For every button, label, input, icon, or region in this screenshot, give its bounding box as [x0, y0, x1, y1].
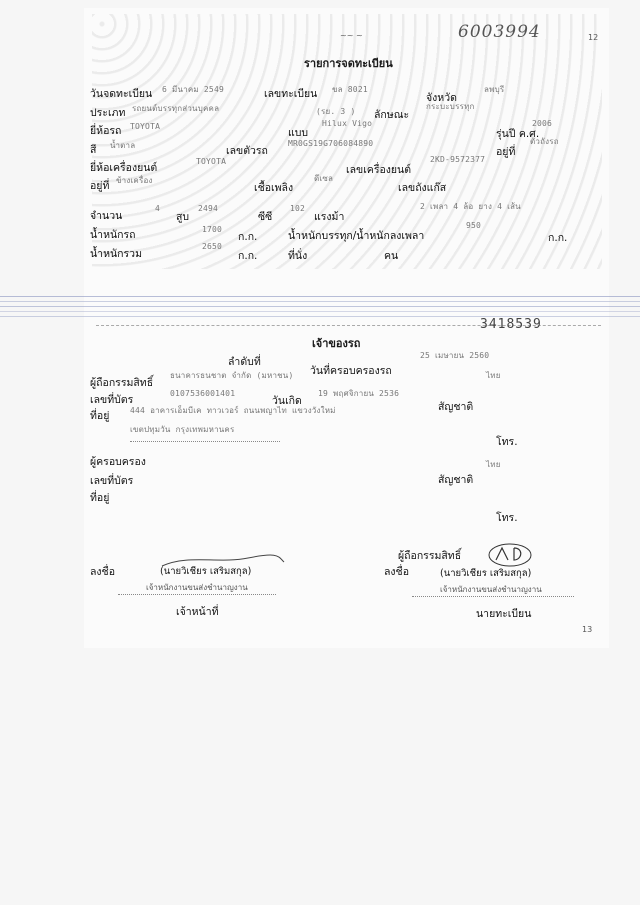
- owner-label: ผู้ถือกรรมสิทธิ์: [90, 377, 154, 389]
- seat-label: ที่นั่ง: [288, 250, 308, 262]
- gas-tank-label: เลขถังแก๊ส: [398, 182, 447, 194]
- registrar-underline: [412, 596, 574, 597]
- owner-sign-role: ผู้ถือกรรมสิทธิ์: [398, 550, 462, 562]
- address-line-2: เขตปทุมวัน กรุงเทพมหานคร: [130, 425, 235, 434]
- year-label: รุ่นปี ค.ศ.: [496, 128, 540, 140]
- holder-tel-label: โทร.: [496, 512, 518, 524]
- scan-line: [0, 306, 640, 307]
- cylinders: 4: [155, 204, 161, 213]
- document-number: 3418539: [480, 317, 542, 332]
- birth-label: วันเกิด: [272, 395, 302, 407]
- chassis-label: เลขตัวรถ: [226, 145, 268, 157]
- engine-no: 2KD-9572377: [430, 155, 486, 164]
- owner-nation-value: ไทย: [486, 371, 501, 380]
- cylinder-unit: สูบ: [176, 211, 190, 223]
- seat-unit: คน: [384, 250, 399, 262]
- count-label: จำนวน: [90, 210, 123, 222]
- engine-no-label: เลขเครื่องยนต์: [346, 164, 412, 176]
- kg-unit-1: ก.ก.: [238, 231, 258, 243]
- kg-unit-2: ก.ก.: [548, 232, 568, 244]
- reg-date-label: วันจดทะเบียน: [90, 88, 153, 100]
- registration-title: รายการจดทะเบียน: [304, 57, 393, 70]
- model: Hilux Vigo: [322, 119, 373, 128]
- model-label: แบบ: [288, 127, 309, 139]
- registrar-role: นายทะเบียน: [476, 608, 532, 620]
- owner-signature: [486, 542, 534, 568]
- brand: TOYOTA: [130, 122, 161, 131]
- scan-line: [0, 316, 640, 317]
- hp-unit: แรงม้า: [314, 211, 345, 223]
- horsepower: 102: [290, 204, 306, 213]
- officer-underline: [118, 594, 276, 595]
- vehicle-type: รถยนต์บรรทุกส่วนบุคคล: [132, 104, 220, 113]
- holder-nation-label: สัญชาติ: [438, 474, 474, 486]
- load-label: น้ำหนักบรรทุก/น้ำหนักลงเพลา: [288, 230, 425, 242]
- weight: 1700: [202, 225, 223, 234]
- header-mark: ~~ ~: [340, 31, 363, 40]
- address-line-1: 444 อาคารเอ็มบีเค ทาวเวอร์ ถนนพญาไท แขวงวังใหม่: [130, 406, 336, 415]
- gross-label: น้ำหนักรวม: [90, 248, 142, 260]
- holder-id-label: เลขที่บัตร: [90, 475, 134, 487]
- brand-label: ยี่ห้อรถ: [90, 125, 122, 137]
- id-number: 0107536001401: [170, 389, 236, 398]
- year: 2006: [532, 119, 553, 128]
- owner-name: ธนาคารธนชาต จำกัด (มหาชน): [170, 371, 294, 380]
- page-number-bottom: 13: [582, 625, 593, 634]
- reg-no-label: เลขทะเบียน: [264, 88, 318, 100]
- scan-line: [0, 296, 640, 297]
- weight-label: น้ำหนักรถ: [90, 229, 136, 241]
- possession-date: 25 เมษายน 2560: [420, 351, 490, 360]
- engine-loc-label: อยู่ที่: [90, 180, 110, 192]
- engine-brand-label: ยี่ห้อเครื่องยนต์: [90, 162, 158, 174]
- province: ลพบุรี: [484, 85, 505, 94]
- scan-line: [0, 311, 640, 312]
- cc-unit: ซีซี: [258, 211, 273, 223]
- type-label: ประเภท: [90, 107, 126, 119]
- registrar-name: (นายวิเชียร เสริมสกุล): [440, 568, 532, 579]
- type-code: (รย. 3 ): [316, 107, 356, 116]
- owner-sign-label: ลงชื่อ: [384, 566, 409, 578]
- page-number-top: 12: [588, 33, 599, 42]
- location: ตัวถังรถ: [530, 137, 559, 146]
- holder-nation-value: ไทย: [486, 460, 501, 469]
- engine-loc: ข้างเครื่อง: [116, 176, 153, 185]
- kg-unit-3: ก.ก.: [238, 250, 258, 262]
- address-underline: [130, 441, 280, 442]
- officer-role: เจ้าหน้าที่: [176, 606, 219, 618]
- chassis-no: MR0GS19G706084890: [288, 139, 374, 148]
- character-label: ลักษณะ: [374, 109, 410, 121]
- tel-label: โทร.: [496, 436, 518, 448]
- address-label: ที่อยู่: [90, 410, 110, 422]
- possession-label: วันที่ครอบครองรถ: [310, 365, 392, 377]
- color: น้ำตาล: [110, 141, 136, 150]
- owner-title: เจ้าของรถ: [312, 337, 361, 350]
- registrar-position: เจ้าหนักงานขนส่งชำนาญงาน: [440, 585, 542, 594]
- nation-label: สัญชาติ: [438, 401, 474, 413]
- holder-label: ผู้ครอบครอง: [90, 456, 146, 468]
- load: 950: [466, 221, 482, 230]
- gross: 2650: [202, 242, 223, 251]
- reg-no: ขล 8021: [332, 85, 368, 94]
- order-label: ลำดับที่: [228, 356, 261, 368]
- holder-address-label: ที่อยู่: [90, 492, 110, 504]
- scan-line: [0, 301, 640, 302]
- handwritten-number: 6003994: [458, 22, 541, 42]
- province-label: จังหวัด: [426, 92, 457, 104]
- engine-brand: TOYOTA: [196, 157, 227, 166]
- officer-sign-label: ลงชื่อ: [90, 566, 115, 578]
- reg-date: 6 มีนาคม 2549: [162, 85, 224, 94]
- cc: 2494: [198, 204, 219, 213]
- birth-date: 19 พฤศจิกายน 2536: [318, 389, 400, 398]
- officer-position: เจ้าหนักงานขนส่งชำนาญงาน: [146, 583, 248, 592]
- color-label: สี: [90, 144, 97, 156]
- location-label: อยู่ที่: [496, 146, 516, 158]
- axles: 2 เพลา 4 ล้อ ยาง 4 เส้น: [420, 202, 521, 211]
- fuel: ดีเซล: [314, 174, 334, 183]
- character: กระบะบรรทุก: [426, 102, 475, 111]
- id-label: เลขที่บัตร: [90, 394, 134, 406]
- fuel-label: เชื้อเพลิง: [254, 182, 294, 194]
- officer-signature: [158, 548, 288, 572]
- officer-name: (นายวิเชียร เสริมสกุล): [160, 566, 252, 577]
